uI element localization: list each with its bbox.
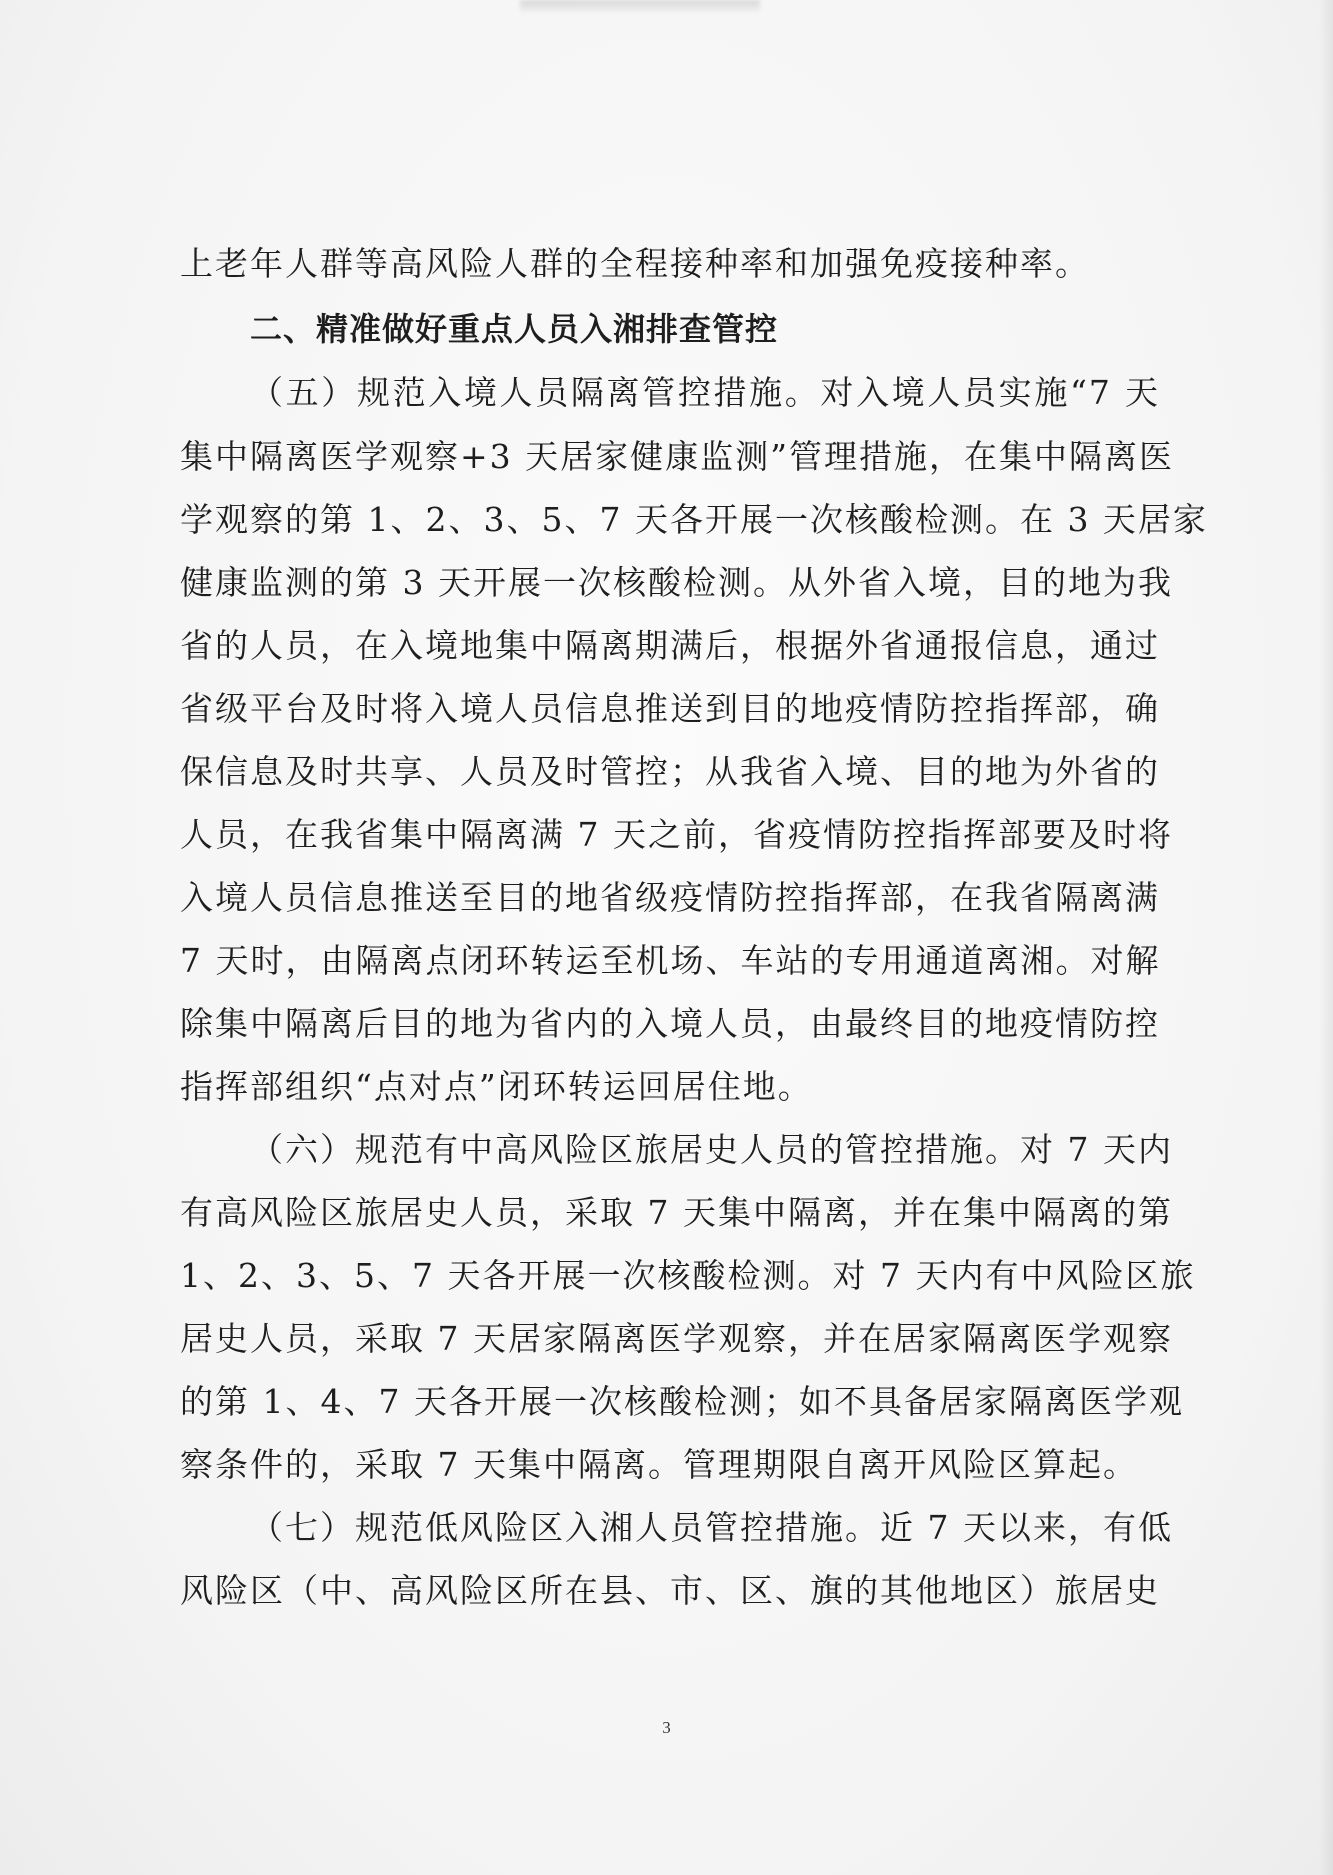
text-line: 风险区（中、高风险区所在县、市、区、旗的其他地区）旅居史	[180, 1571, 1160, 1610]
text-line: 的第 1、4、7 天各开展一次核酸检测；如不具备居家隔离医学观	[180, 1382, 1184, 1421]
text-line: 察条件的，采取 7 天集中隔离。管理期限自离开风险区算起。	[180, 1445, 1138, 1484]
text-line: 上老年人群等高风险人群的全程接种率和加强免疫接种率。	[180, 244, 1090, 283]
text-line: 指挥部组织“点对点”闭环转运回居住地。	[180, 1067, 813, 1106]
text-line: 1、2、3、5、7 天各开展一次核酸检测。对 7 天内有中风险区旅	[180, 1256, 1196, 1295]
section-heading: 二、精准做好重点人员入湘排查管控	[250, 310, 779, 348]
text-line: （六）规范有中高风险区旅居史人员的管控措施。对 7 天内	[250, 1130, 1173, 1169]
text-line: 入境人员信息推送至目的地省级疫情防控指挥部，在我省隔离满	[180, 878, 1160, 917]
text-line: （五）规范入境人员隔离管控措施。对入境人员实施“7 天	[250, 373, 1160, 412]
scan-smudge	[520, 0, 760, 14]
text-line: 保信息及时共享、人员及时管控；从我省入境、目的地为外省的	[180, 752, 1160, 791]
text-line: 健康监测的第 3 天开展一次核酸检测。从外省入境，目的地为我	[180, 563, 1173, 602]
text-line: 人员，在我省集中隔离满 7 天之前，省疫情防控指挥部要及时将	[180, 815, 1173, 854]
page-number: 3	[662, 1718, 671, 1737]
text-line: 省的人员，在入境地集中隔离期满后，根据外省通报信息，通过	[180, 626, 1160, 665]
text-line: 学观察的第 1、2、3、5、7 天各开展一次核酸检测。在 3 天居家	[180, 500, 1208, 539]
scan-edge-shadow	[1319, 0, 1333, 1875]
text-line: （七）规范低风险区入湘人员管控措施。近 7 天以来，有低	[250, 1508, 1173, 1547]
text-line: 有高风险区旅居史人员，采取 7 天集中隔离，并在集中隔离的第	[180, 1193, 1173, 1232]
text-line: 除集中隔离后目的地为省内的入境人员，由最终目的地疫情防控	[180, 1004, 1160, 1043]
text-line: 居史人员，采取 7 天居家隔离医学观察，并在居家隔离医学观察	[180, 1319, 1173, 1358]
text-line: 7 天时，由隔离点闭环转运至机场、车站的专用通道离湘。对解	[180, 941, 1161, 980]
text-line: 省级平台及时将入境人员信息推送到目的地疫情防控指挥部，确	[180, 689, 1160, 728]
text-line: 集中隔离医学观察+3 天居家健康监测”管理措施，在集中隔离医	[180, 437, 1175, 476]
